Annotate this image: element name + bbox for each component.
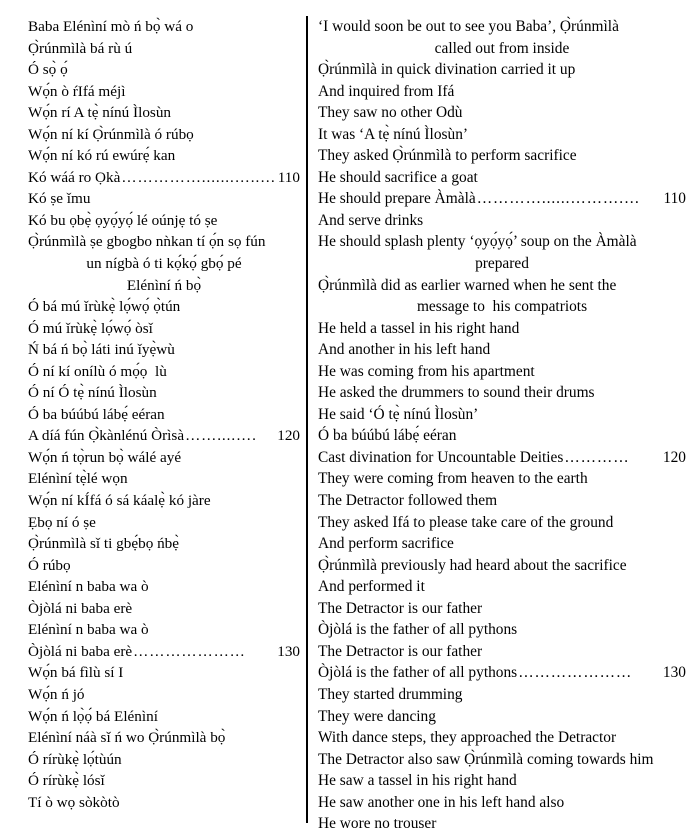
english-verse-line: They asked Ọ̀rúnmìlà to perform sacrifice [318,147,577,165]
english-verse-line: Ó ba búúbú lábẹ́ eéran [318,427,457,445]
yoruba-verse-line: Wọ́n ò ŕIfá méjì [28,82,126,100]
yoruba-verse-line: Tí ò wọ sòkòtò [28,793,120,811]
english-translation-column [318,16,686,835]
english-verse-line: prepared [475,255,529,273]
yoruba-verse-line-text: Kó wáá ro Ọkà [28,168,121,186]
yoruba-verse-line: Kó bu ọbẹ̀ ọyọ́yọ́ lé oúnjẹ tó ṣe [28,211,218,229]
yoruba-verse-line: Wọ́n ní kó rú ewúrẹ́ kan [28,147,176,165]
yoruba-verse-line: Ó mú ǐrùkẹ̀ lọ́wọ́ òsǐ [28,319,153,337]
english-verse-line: They were coming from heaven to the earth [318,470,588,488]
yoruba-verse-line: Wọ́n rí A tẹ̀ nínú Ìlosùn [28,104,172,122]
yoruba-verse-line: un nígbà ó ti kọ́kọ́ gbọ́ pé [86,255,242,273]
yoruba-verse-line: Elénìní tẹ̀lé wọn [28,470,128,488]
yoruba-verse-line: Òjòlá ni baba erè [28,599,133,617]
english-verse-line-text: Òjòlá is the father of all pythons [318,664,518,682]
english-verse-line: He was coming from his apartment [318,362,535,380]
yoruba-verse-line [28,167,300,189]
english-verse-line: They were dancing [318,707,436,725]
yoruba-verse-line: Ó bá mú ǐrùkẹ̀ lọ́wọ́ ọ̀tún [28,298,181,316]
english-verse-line: And inquired from Ifá [318,82,455,100]
yoruba-verse-line: Wọ́n bá fìlù sí I [28,664,124,682]
yoruba-verse-line: Baba Elénìní mò ń bọ̀ wá o [28,18,194,35]
verse-line-number: 130 [662,664,686,682]
english-verse-line: He saw another one in his left hand also [318,793,565,811]
yoruba-verse-line: Ó rírùkẹ̀ lósǐ [28,772,105,790]
yoruba-verse-line: Ẹbọ ní ó ṣe [28,513,96,531]
english-verse-line: He said ‘Ó tẹ̀ nínú Ìlosùn’ [318,405,479,423]
dot-leader: ……....…. [185,427,257,445]
english-verse-line: He should splash plenty ‘ọyọ́yọ́’ soup on the Àmàlà [318,233,637,251]
verse-line-number: 120 [277,427,300,445]
english-verse-line: They asked Ifá to please take care of the ground [318,513,614,531]
english-verse-line: Ọ̀rúnmìlà previously had heard about the sacrifice [318,556,627,574]
yoruba-verse-line: Kó ṣe ǐmu [28,190,91,208]
verse-line-number: 110 [663,190,686,208]
english-verse-line: They started drumming [318,685,463,703]
english-verse-line: called out from inside [434,39,570,57]
verse-line-number: 110 [277,168,300,186]
yoruba-verse-line [28,641,300,663]
english-verse-line: He asked the drummers to sound their drums [318,384,595,402]
english-verse-line: It was ‘A tẹ̀ nínú Ìlosùn’ [318,125,469,143]
column-divider [306,16,308,823]
english-verse-line: Òjòlá is the father of all pythons [318,621,518,639]
yoruba-verse-line: Ó sọ̀ ọ́ [28,61,68,79]
english-verse-line: The Detractor is our father [318,642,483,660]
english-verse-line: And another in his left hand [318,341,491,359]
yoruba-verse-line: Ọ̀rúnmìlà bá rù ú [28,39,133,57]
english-verse-line: And perform sacrifice [318,535,454,553]
dot-leader: …………….......…..… [121,168,277,186]
yoruba-verse-line: Elénìní náà sǐ ń wo Ọ̀rúnmìlà bọ̀ [28,729,226,747]
english-verse-line: The Detractor followed them [318,492,498,510]
yoruba-verse-line: Wọ́n ń jó [28,685,85,703]
yoruba-verse-line: Wọ́n ń tọ̀run bọ̀ wálé ayé [28,448,182,466]
dot-leader: ………………… [518,664,633,682]
yoruba-verse-line: Elénìní n baba wa ò [28,621,149,639]
yoruba-verse-line: Wọ́n ń lọ̀ọ́ bá Elénìní [28,707,158,725]
english-verse-line [318,447,686,469]
yoruba-verse-line-text: A díá fún Ọ̀kànlénú Òrìsà [28,427,185,445]
english-verse-line: He held a tassel in his right hand [318,319,520,337]
yoruba-verse-line: Wọ́n ní kí Ọ̀rúnmìlà ó rúbọ [28,125,194,143]
yoruba-verse-line: Ó ba búúbú lábẹ́ eéran [28,405,165,423]
english-verse-line: ‘I would soon be out to see you Baba’, Ọ̀rúnmìlà [318,18,619,35]
dot-leader: …………......……….… [476,190,641,208]
yoruba-verse-line: Ó rírùkẹ̀ lọ́tùún [28,750,122,768]
yoruba-verse-line: Ó rúbọ [28,556,71,574]
yoruba-verse-line: Elénìní n baba wa ò [28,578,149,596]
yoruba-verse-line: Ń bá ń bọ̀ láti inú ǐyẹ̀wù [28,341,175,359]
english-verse-line: The Detractor also saw Ọ̀rúnmìlà coming towards him [318,750,654,768]
yoruba-verse-line-text: Òjòlá ni baba erè [28,642,133,660]
english-verse-line: Ọ̀rúnmìlà did as earlier warned when he sent the [318,276,617,294]
english-verse-line: He saw a tassel in his right hand [318,772,517,790]
english-verse-line: And serve drinks [318,211,424,229]
english-verse-line: And performed it [318,578,425,596]
verse-line-number: 120 [662,448,686,466]
dot-leader: ………………… [133,642,246,660]
yoruba-verse-line: Wọ́n ní kÍfá ó sá káalẹ̀ kó jàre [28,492,211,510]
english-verse-line: He wore no trouser [318,815,437,833]
english-verse-line: The Detractor is our father [318,599,483,617]
yoruba-verse-line: Ó ní kí onílù ó mọ́ọ lù [28,362,167,380]
english-verse-line: They saw no other Odù [318,104,463,122]
english-verse-line: He should sacrifice a goat [318,168,478,186]
english-verse-line [318,662,686,684]
yoruba-verse-line [28,425,300,447]
english-verse-line-text: He should prepare Àmàlà [318,190,476,208]
english-verse-line: message to his compatriots [416,298,588,316]
yoruba-verse-line: Ọ̀rúnmìlà sǐ ti gbẹ́bọ ńbẹ̀ [28,535,180,553]
english-verse-line-text: Cast divination for Uncountable Deities [318,448,564,466]
english-verse-line [318,188,686,210]
yoruba-verse-line: Ó ní Ó tẹ̀ nínú Ìlosùn [28,384,157,402]
dot-leader: ………… [564,448,630,466]
verse-line-number: 130 [277,642,300,660]
yoruba-verse-line: Elénìní ń bọ̀ [126,276,202,294]
english-verse-line: Ọ̀rúnmìlà in quick divination carried it up [318,61,576,79]
english-verse-line: With dance steps, they approached the Detractor [318,729,617,747]
yoruba-verse-column [28,16,300,813]
yoruba-verse-line: Ọ̀rúnmìlà ṣe gbogbo nǹkan tí ọ́n sọ fún [28,233,266,251]
